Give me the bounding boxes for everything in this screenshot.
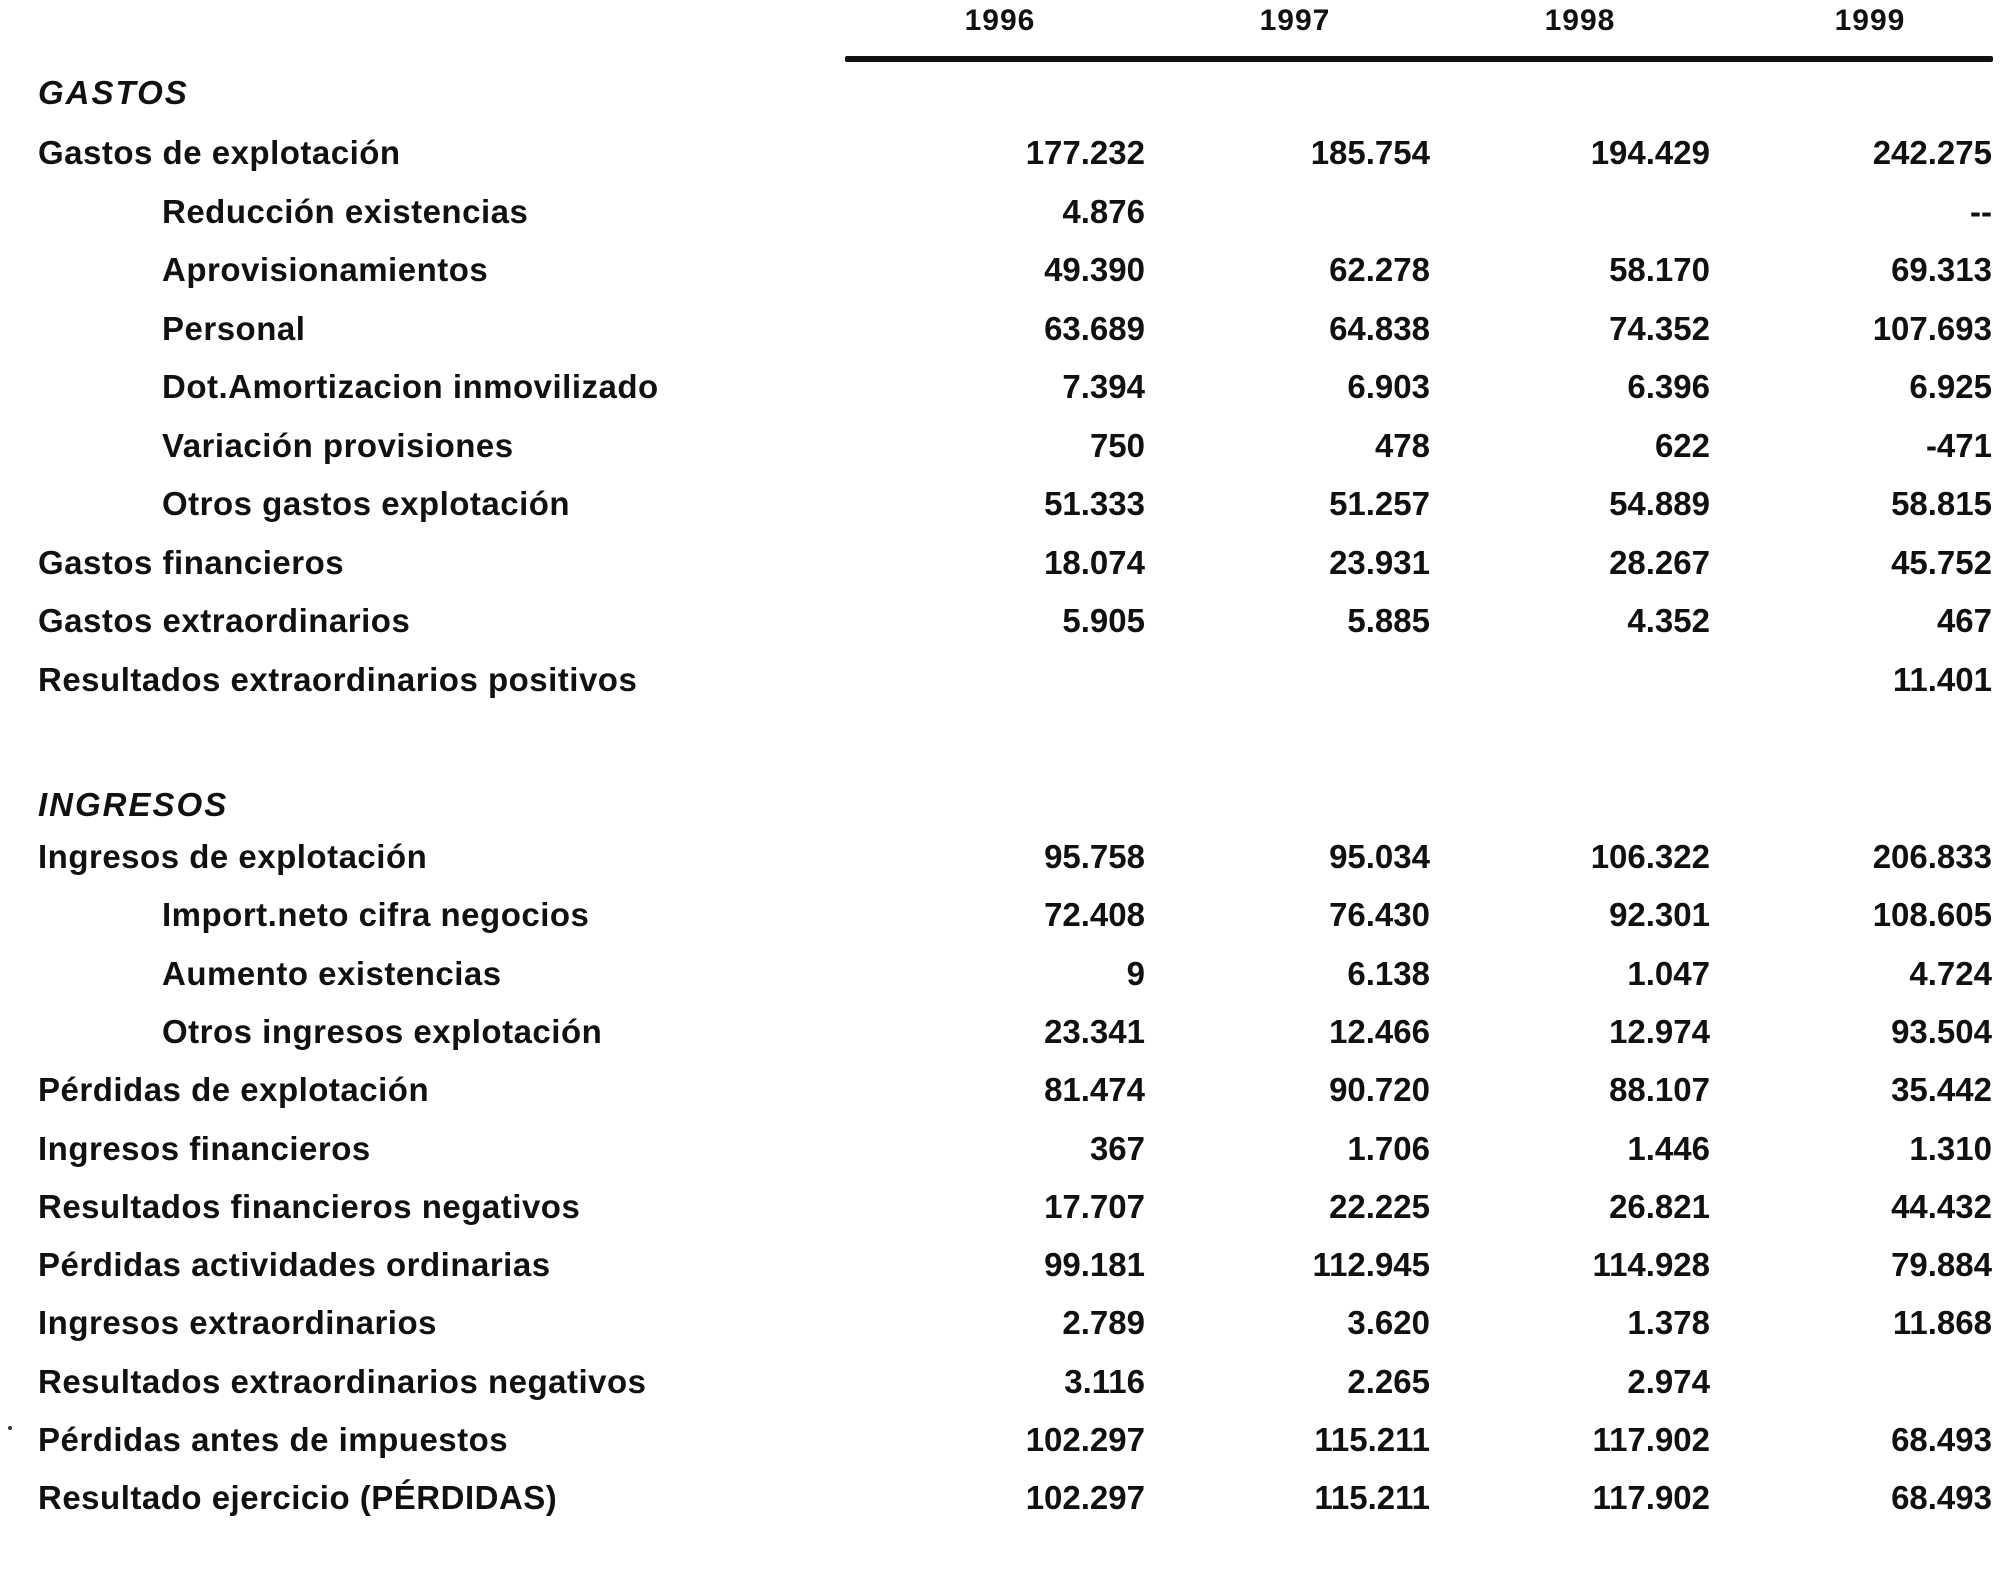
cell-value-1999: 45.752 <box>1891 543 1992 581</box>
cell-value-1998: 88.107 <box>1609 1071 1710 1109</box>
cell-value-1998: 92.301 <box>1609 896 1710 934</box>
cell-value-1999: 35.442 <box>1891 1071 1992 1109</box>
cell-value-1996: 750 <box>1089 426 1145 464</box>
row-label: Otros gastos explotación <box>162 485 571 522</box>
row-label: Pérdidas actividades ordinarias <box>38 1246 551 1284</box>
row-label: Resultados financieros negativos <box>38 1187 581 1225</box>
cell-value-1998: 194.429 <box>1590 134 1710 171</box>
cell-value-1999: 68.493 <box>1891 1479 1992 1517</box>
cell-value-1999: 467 <box>1936 602 1992 639</box>
row-label: Otros ingresos explotación <box>162 1012 603 1050</box>
cell-value-1996: 177.232 <box>1025 134 1145 171</box>
cell-value-1998: 1.047 <box>1627 954 1710 992</box>
cell-value-1997: 51.257 <box>1329 485 1430 522</box>
cell-value-1998: 12.974 <box>1609 1012 1710 1050</box>
row-label: Import.neto cifra negocios <box>162 896 590 934</box>
table-row <box>0 602 2000 658</box>
cell-value-1999: 6.925 <box>1909 368 1992 405</box>
cell-value-1997: 90.720 <box>1329 1071 1430 1109</box>
table-row <box>0 134 2000 190</box>
header-rule <box>845 56 1993 62</box>
table-row <box>0 1188 2000 1244</box>
table-row <box>0 310 2000 366</box>
cell-value-1998: 622 <box>1654 426 1710 464</box>
cell-value-1997: 115.211 <box>1314 1421 1430 1458</box>
cell-value-1997: 5.885 <box>1347 602 1430 639</box>
table-row <box>0 1013 2000 1069</box>
year-header <box>0 0 2000 60</box>
cell-value-1997: 1.706 <box>1347 1129 1430 1167</box>
cell-value-1997: 6.138 <box>1347 954 1430 992</box>
cell-value-1998: 4.352 <box>1627 602 1710 639</box>
row-label: Ingresos financieros <box>38 1129 371 1167</box>
cell-value-1999: -471 <box>1925 426 1992 464</box>
cell-value-1997: 185.754 <box>1310 134 1430 171</box>
cell-value-1998: 117.902 <box>1592 1421 1710 1458</box>
cell-value-1999: 1.310 <box>1909 1129 1992 1167</box>
gastos-title: GASTOS <box>38 74 189 111</box>
year-1999: 1999 <box>1834 4 1906 37</box>
table-row <box>0 193 2000 249</box>
table-row <box>0 1421 2000 1477</box>
cell-value-1998: 1.378 <box>1627 1304 1710 1342</box>
cell-value-1999: 108.605 <box>1872 896 1992 934</box>
cell-value-1996: 81.474 <box>1044 1071 1145 1109</box>
year-1998: 1998 <box>1544 4 1616 37</box>
row-label: Aumento existencias <box>162 954 502 992</box>
year-1997: 1997 <box>1259 4 1331 37</box>
cell-value-1996: 49.390 <box>1044 251 1145 288</box>
cell-value-1997: 23.931 <box>1329 543 1430 581</box>
cell-value-1999: -- <box>1970 192 1992 230</box>
cell-value-1997: 12.466 <box>1329 1012 1430 1050</box>
row-label: Gastos extraordinarios <box>38 602 411 639</box>
cell-value-1999: 68.493 <box>1891 1421 1992 1458</box>
cell-value-1996: 95.758 <box>1044 838 1145 875</box>
cell-value-1999: 11.401 <box>1892 660 1992 698</box>
cell-value-1996: 99.181 <box>1044 1246 1145 1284</box>
row-label: Variación provisiones <box>162 426 514 464</box>
cell-value-1999: 107.693 <box>1872 309 1992 347</box>
row-label: Pérdidas de explotación <box>38 1071 430 1109</box>
row-label: Personal <box>162 309 306 347</box>
cell-value-1996: 17.707 <box>1044 1187 1145 1225</box>
cell-value-1999: 93.504 <box>1891 1012 1992 1050</box>
cell-value-1996: 9 <box>1126 954 1145 992</box>
cell-value-1999: 206.833 <box>1872 838 1992 875</box>
row-label: Pérdidas antes de impuestos <box>38 1421 509 1458</box>
table-row <box>0 955 2000 1011</box>
cell-value-1998: 54.889 <box>1609 485 1710 522</box>
table-row <box>0 544 2000 600</box>
cell-value-1996: 5.905 <box>1062 602 1145 639</box>
cell-value-1997: 64.838 <box>1329 309 1430 347</box>
cell-value-1997: 62.278 <box>1329 251 1430 288</box>
table-row <box>0 1071 2000 1127</box>
table-row <box>0 1479 2000 1535</box>
cell-value-1997: 478 <box>1374 426 1430 464</box>
cell-value-1999: 44.432 <box>1891 1187 1992 1225</box>
row-label: Aprovisionamientos <box>162 251 489 288</box>
cell-value-1997: 2.265 <box>1347 1362 1430 1400</box>
table-row <box>0 1130 2000 1186</box>
cell-value-1998: 117.902 <box>1592 1479 1710 1517</box>
table-row <box>0 1246 2000 1302</box>
cell-value-1997: 3.620 <box>1347 1304 1430 1342</box>
cell-value-1998: 114.928 <box>1592 1246 1710 1284</box>
cell-value-1998: 74.352 <box>1609 309 1710 347</box>
ingresos-title: INGRESOS <box>38 786 229 823</box>
table-row <box>0 661 2000 717</box>
cell-value-1997: 115.211 <box>1314 1479 1430 1517</box>
cell-value-1998: 106.322 <box>1590 838 1710 875</box>
year-1996: 1996 <box>964 4 1036 37</box>
table-row <box>0 838 2000 894</box>
cell-value-1996: 3.116 <box>1064 1362 1145 1400</box>
cell-value-1996: 4.876 <box>1062 192 1145 230</box>
cell-value-1996: 102.297 <box>1025 1421 1145 1458</box>
table-row <box>0 1363 2000 1419</box>
cell-value-1999: 79.884 <box>1891 1246 1992 1284</box>
cell-value-1999: 69.313 <box>1891 251 1992 288</box>
cell-value-1996: 2.789 <box>1062 1304 1145 1342</box>
cell-value-1996: 102.297 <box>1025 1479 1145 1517</box>
row-label: Reducción existencias <box>162 192 529 230</box>
row-label: Ingresos extraordinarios <box>38 1304 437 1342</box>
cell-value-1998: 58.170 <box>1609 251 1710 288</box>
row-label: Resultados extraordinarios negativos <box>38 1362 647 1400</box>
row-label: Resultado ejercicio (PÉRDIDAS) <box>38 1479 558 1517</box>
cell-value-1996: 23.341 <box>1044 1012 1145 1050</box>
cell-value-1997: 95.034 <box>1329 838 1430 875</box>
cell-value-1996: 51.333 <box>1044 485 1145 522</box>
cell-value-1996: 367 <box>1089 1129 1145 1167</box>
table-row <box>0 427 2000 483</box>
row-label: Dot.Amortizacion inmovilizado <box>162 368 659 405</box>
cell-value-1998: 6.396 <box>1627 368 1710 405</box>
table-row <box>0 896 2000 952</box>
row-label: Gastos financieros <box>38 543 345 581</box>
cell-value-1999: 242.275 <box>1872 134 1992 171</box>
cell-value-1997: 22.225 <box>1329 1187 1430 1225</box>
cell-value-1999: 58.815 <box>1891 485 1992 522</box>
table-row <box>0 251 2000 307</box>
cell-value-1997: 76.430 <box>1329 896 1430 934</box>
cell-value-1996: 7.394 <box>1062 368 1145 405</box>
cell-value-1996: 63.689 <box>1044 309 1145 347</box>
cell-value-1996: 18.074 <box>1044 543 1145 581</box>
cell-value-1999: 11.868 <box>1892 1304 1992 1342</box>
table-row <box>0 485 2000 541</box>
cell-value-1998: 2.974 <box>1627 1362 1710 1400</box>
cell-value-1998: 28.267 <box>1609 543 1710 581</box>
cell-value-1998: 26.821 <box>1609 1187 1710 1225</box>
cell-value-1998: 1.446 <box>1627 1129 1710 1167</box>
cell-value-1999: 4.724 <box>1909 954 1992 992</box>
row-label: Gastos de explotación <box>38 134 401 171</box>
row-label: Ingresos de explotación <box>38 838 428 875</box>
scan-speck <box>8 1426 12 1430</box>
row-label: Resultados extraordinarios positivos <box>38 660 638 698</box>
cell-value-1997: 112.945 <box>1312 1246 1430 1284</box>
cell-value-1996: 72.408 <box>1044 896 1145 934</box>
table-row <box>0 1304 2000 1360</box>
table-row <box>0 368 2000 424</box>
cell-value-1997: 6.903 <box>1347 368 1430 405</box>
